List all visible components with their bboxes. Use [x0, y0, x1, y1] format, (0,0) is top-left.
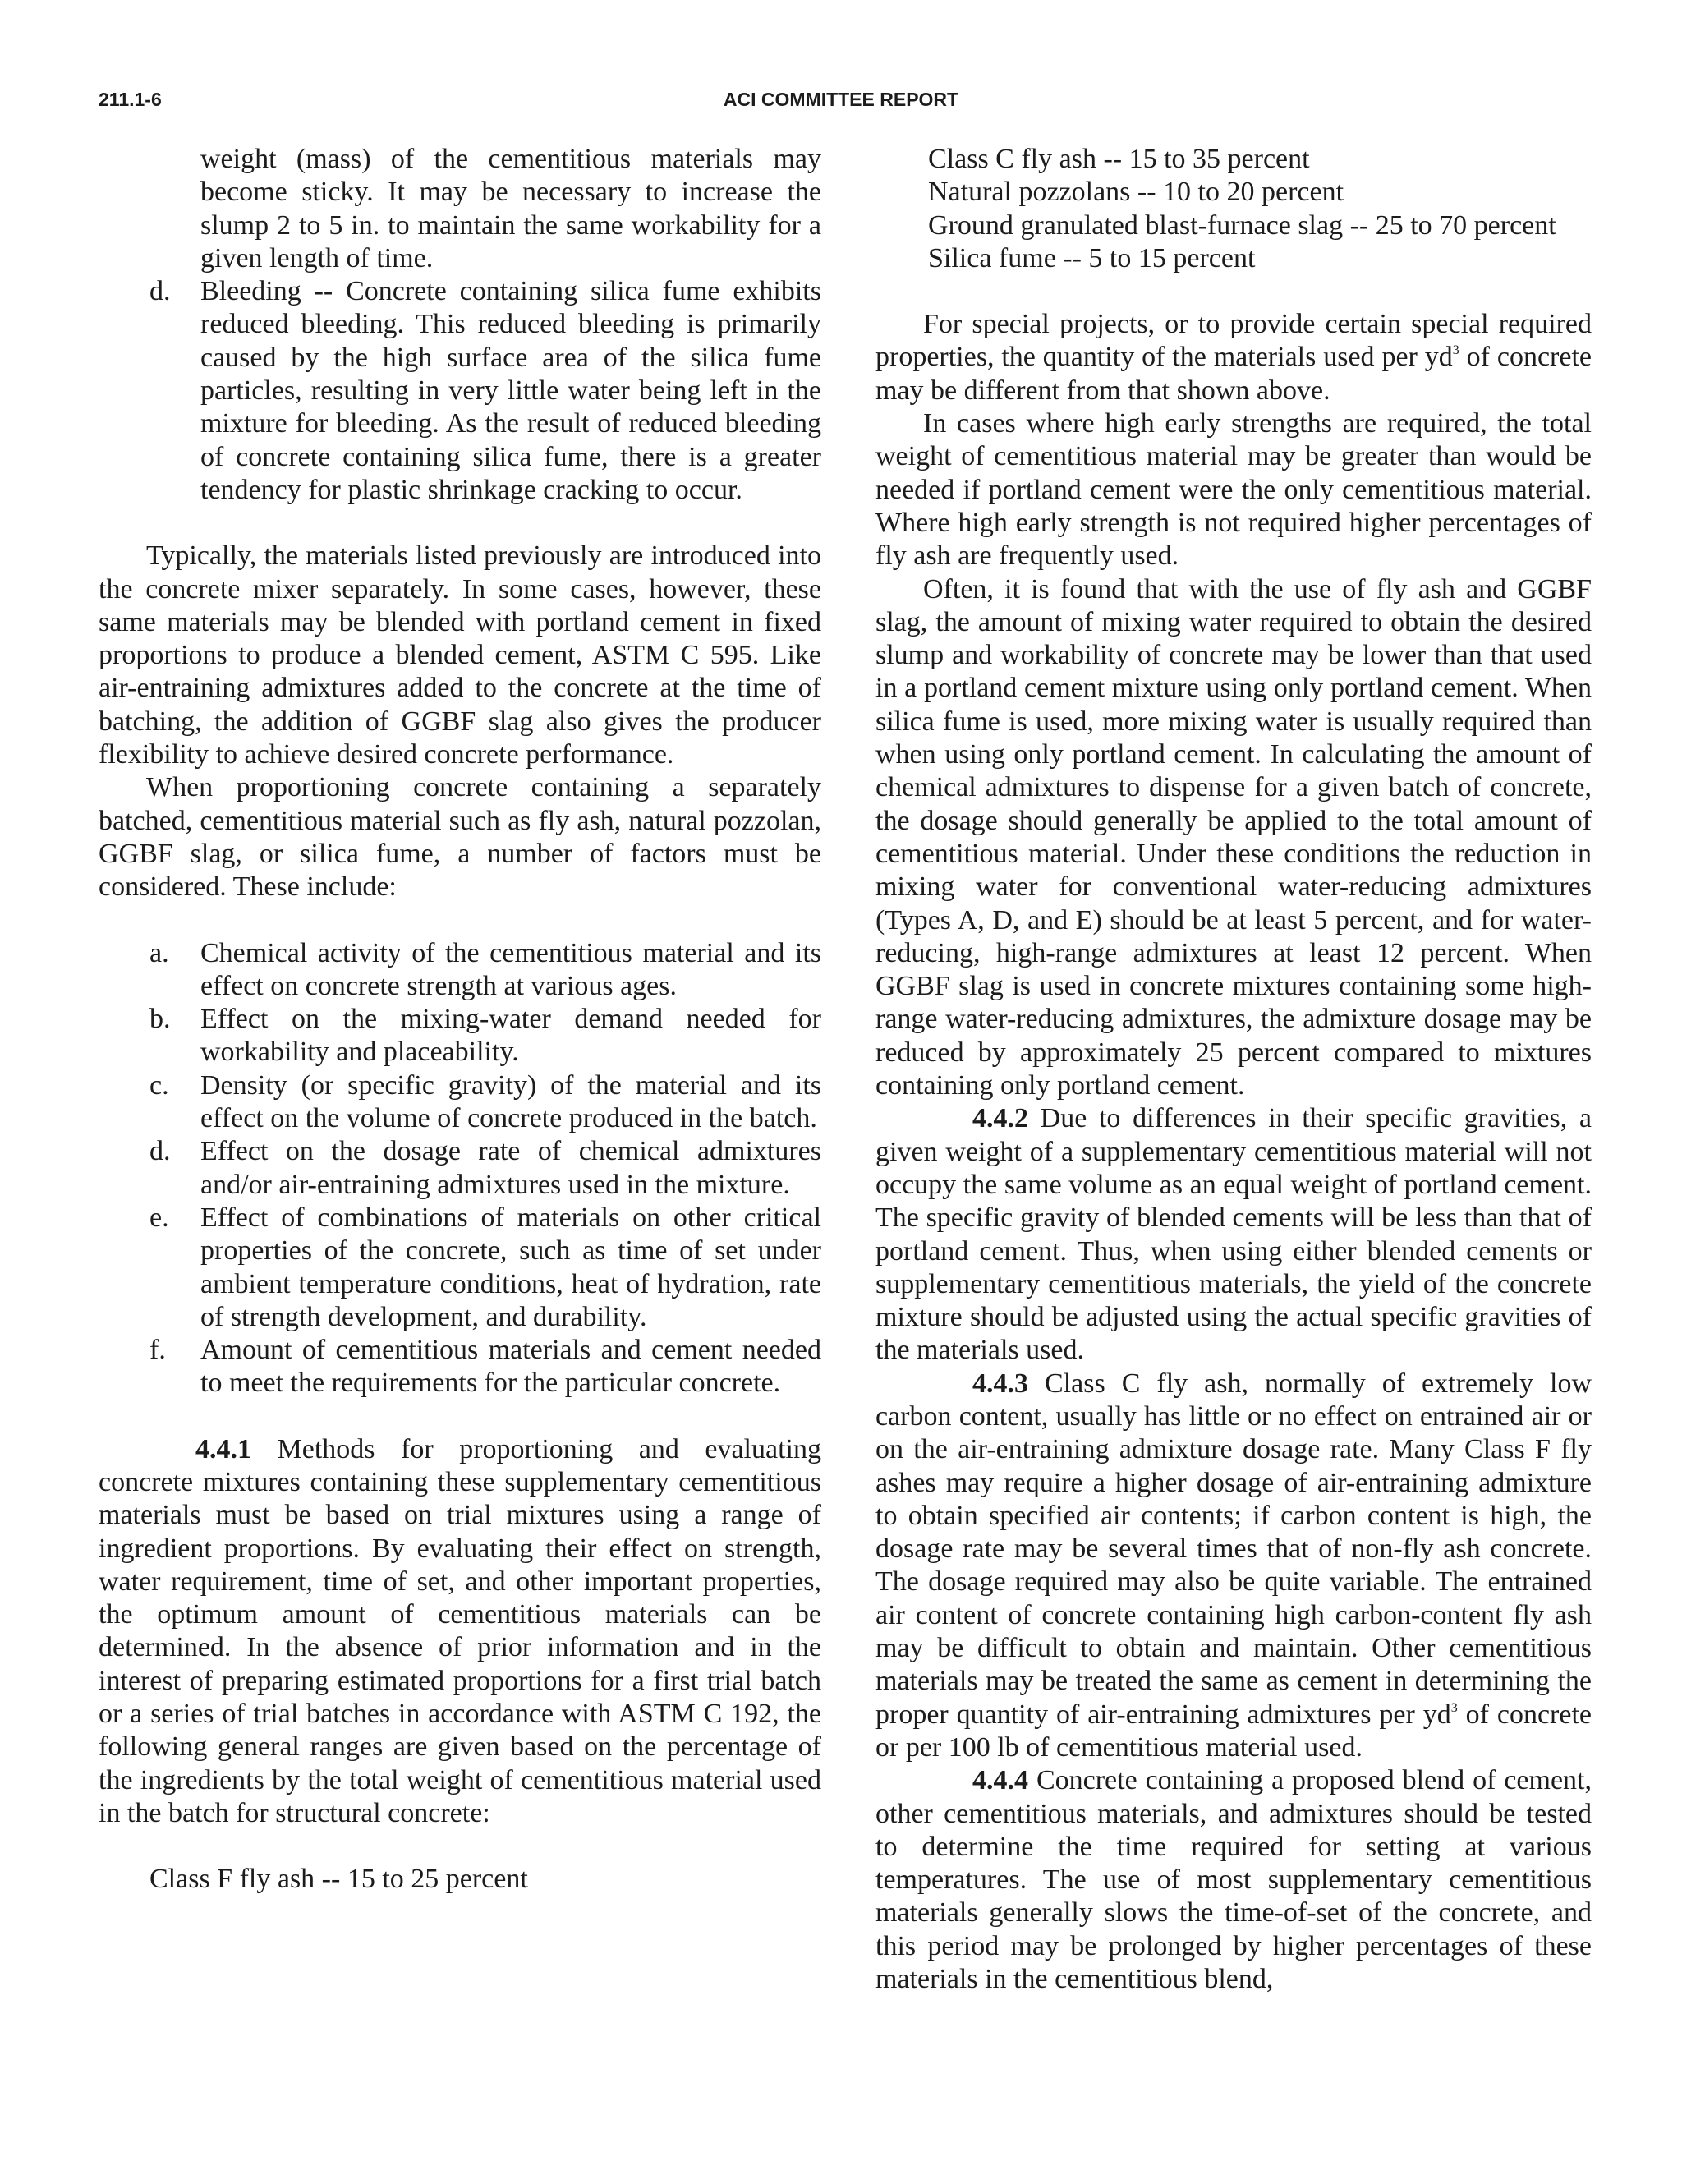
section-text: Class C fly ash, normally of extremely low carbon content, usually has little or no effect on entrained air or on the air-entraining admixture dosage rate. Many Class F fly ashes may require a higher dosage of air-entraining admixture to obtain specified air contents; if carbon content is high, the dosage rate may be several times that of non-fly ash concrete. The dosage required may also be quite variable. The entrained air content of concrete containing high carbon-content fly ash may be difficult to obtain and maintain. Other cementitious materials may be treated the same as cement in determining the proper quantity of air-entraining admixtures per yd	[875, 1368, 1592, 1730]
section-4-4-3	[875, 1368, 1592, 1765]
section-4-4-4	[875, 1764, 1592, 1996]
right-column	[875, 143, 1592, 1996]
factors-list	[99, 937, 821, 1400]
list-label: e.	[149, 1202, 169, 1233]
range-item: Natural pozzolans -- 10 to 20 percent	[928, 177, 1344, 208]
list-text: Effect of combinations of materials on other critical properties of the concrete, such as time of set under ambient temperature conditions, heat of hydration, rate of strength development, and durability.	[200, 1202, 821, 1332]
list-item-c-continuation: weight (mass) of the cementitious materials may become sticky. It may be necessary to increase the slump 2 to 5 in. to maintain the same workability for a given length of time.	[200, 144, 821, 274]
report-title: ACI COMMITTEE REPORT	[723, 89, 959, 110]
list-label: d.	[149, 276, 171, 307]
list-item	[99, 1202, 821, 1334]
paragraph-factors-intro: When proportioning concrete containing a separately batched, cementitious material such as fly ash, natural pozzolan, GGBF slag, or silica fume, a number of factors must be considered. These include:	[99, 772, 821, 903]
list-item	[99, 1334, 821, 1400]
paragraph-special-projects	[875, 308, 1592, 407]
list-label: f.	[149, 1335, 166, 1366]
list-item	[99, 1135, 821, 1202]
superscript: 3	[1452, 343, 1459, 358]
superscript: 3	[1450, 1700, 1458, 1715]
list-label: b.	[149, 1004, 171, 1035]
list-text: Amount of cementitious materials and cement needed to meet the requirements for the particular concrete.	[200, 1335, 821, 1399]
list-item	[99, 937, 821, 1004]
list-item	[99, 1003, 821, 1069]
section-text: of concrete or per 100 lb of cementitious material used.	[875, 1699, 1592, 1763]
list-label: c.	[149, 1069, 169, 1101]
range-item: Ground granulated blast-furnace slag -- 25 to 70 percent	[928, 209, 1556, 241]
left-column	[99, 143, 821, 1897]
list-text: Effect on the mixing-water demand needed for workability and placeability.	[200, 1004, 821, 1068]
list-item-d-bleeding	[99, 275, 821, 507]
text-run: For special projects, or to provide certain special required properties, the quantity of the materials used per yd	[875, 309, 1592, 373]
section-text: Methods for proportioning and evaluating concrete mixtures containing these supplementary cementitious materials must be based on trial mixtures using a range of ingredient proportions. By evaluating their effect on strength, water requirement, time of set, and other important properties, the optimum amount of cementitious materials can be determined. In the absence of prior information and in the interest of preparing estimated proportions for a first trial batch or a series of trial batches in accordance with ASTM C 192, the following general ranges are given based on the percentage of the ingredients by the total weight of cementitious material used in the batch for structural concrete:	[99, 1433, 821, 1828]
page-number: 211.1-6	[99, 89, 162, 110]
list-label: a.	[149, 937, 169, 968]
range-item: Silica fume -- 5 to 15 percent	[928, 242, 1256, 274]
list-text: Chemical activity of the cementitious material and its effect on concrete strength at various ages.	[200, 937, 821, 1001]
paragraph-blended-cement: Typically, the materials listed previously are introduced into the concrete mixer separately. In some cases, however, these same materials may be blended with portland cement in fixed proportions to produce a blended cement, ASTM C 595. Like air-entraining admixtures added to the concrete at the time of batching, the addition of GGBF slag also gives the producer flexibility to achieve desired concrete performance.	[99, 540, 821, 770]
section-text: Due to differences in their specific gravities, a given weight of a supplementary cementitious material will not occupy the same volume as an equal weight of portland cement. The specific gravity of blended cements will be less than that of portland cement. Thus, when using either blended cements or supplementary cementitious materials, the yield of the concrete mixture should be adjusted using the actual specific gravities of the materials used.	[875, 1103, 1592, 1366]
paragraph-high-early-strength: In cases where high early strengths are required, the total weight of cementitious material may be greater than would be needed if portland cement were the only cementitious material. Where high early strength is not required higher percentages of fly ash are frequently used.	[875, 408, 1592, 572]
section-number: 4.4.1	[195, 1433, 251, 1464]
section-4-4-2	[875, 1102, 1592, 1367]
section-number: 4.4.3	[972, 1368, 1028, 1399]
ranges-list	[875, 143, 1592, 275]
list-label: d.	[149, 1136, 171, 1167]
range-item: Class C fly ash -- 15 to 35 percent	[928, 144, 1310, 174]
section-text: Concrete containing a proposed blend of cement, other cementitious materials, and admixtures should be tested to determine the time required for setting at various temperatures. The use of most supplementary cementitious materials generally slows the time-of-set of the concrete, and this period may be prolonged by higher percentages of these materials in the cementitious blend,	[875, 1765, 1592, 1995]
running-header	[99, 89, 1583, 113]
list-text: Effect on the dosage rate of chemical admixtures and/or air-entraining admixtures used in the mixture.	[200, 1136, 821, 1200]
list-text: Density (or specific gravity) of the material and its effect on the volume of concrete produced in the batch.	[200, 1069, 821, 1134]
text-run: of concrete may be different from that shown above.	[875, 342, 1592, 406]
range-class-f-fly-ash: Class F fly ash -- 15 to 25 percent	[149, 1864, 528, 1895]
section-4-4-1	[99, 1433, 821, 1831]
list-text: Bleeding -- Concrete containing silica fume exhibits reduced bleeding. This reduced bleeding is primarily caused by the high surface area of the silica fume particles, resulting in very little water being left in the mixture for bleeding. As the result of reduced bleeding of concrete containing silica fume, there is a greater tendency for plastic shrinkage cracking to occur.	[200, 276, 821, 505]
list-item	[99, 1069, 821, 1136]
section-number: 4.4.2	[972, 1103, 1028, 1134]
section-number: 4.4.4	[972, 1765, 1028, 1796]
paragraph-mixing-water: Often, it is found that with the use of fly ash and GGBF slag, the amount of mixing water required to obtain the desired slump and workability of concrete may be lower than that used in a portland cement mixture using only portland cement. When silica fume is used, more mixing water is usually required than when using only portland cement. In calculating the amount of chemical admixtures to dispense for a given batch of concrete, the dosage should generally be applied to the total amount of cementitious material. Under these conditions the reduction in mixing water for conventional water-reducing admixtures (Types A, D, and E) should be at least 5 percent, and for water-reducing, high-range admixtures at least 12 percent. When GGBF slag is used in concrete mixtures containing some high-range water-reducing admixtures, the admixture dosage may be reduced by approximately 25 percent compared to mixtures containing only portland cement.	[875, 573, 1592, 1101]
